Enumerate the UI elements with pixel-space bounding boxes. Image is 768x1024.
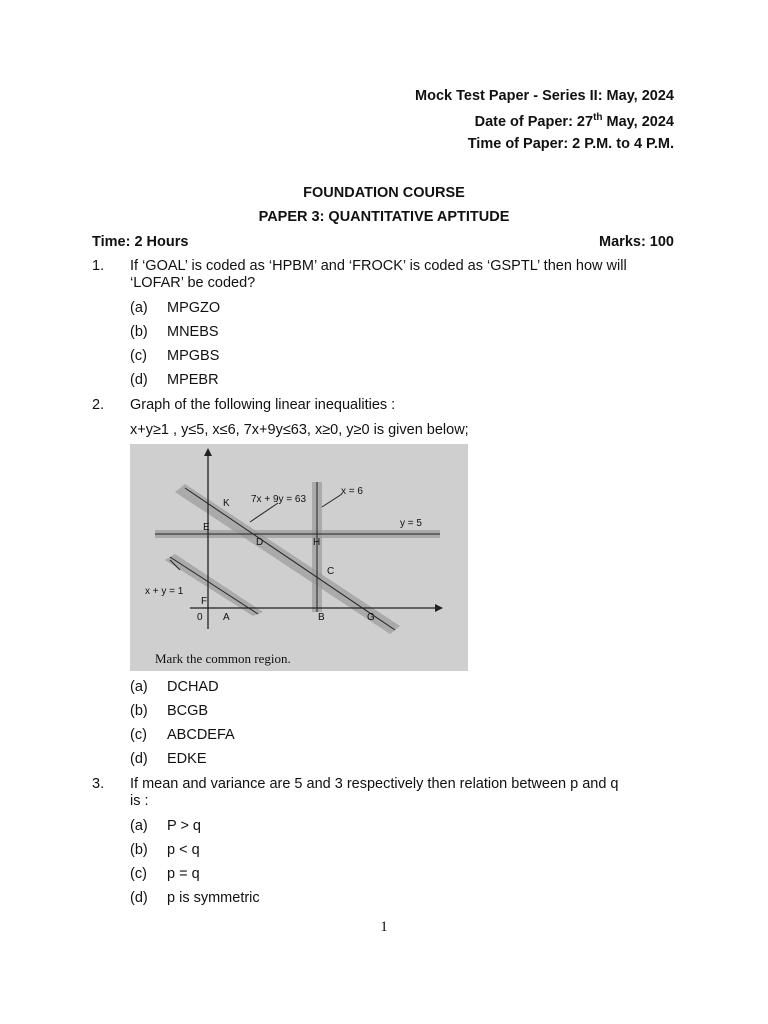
option-text: MNEBS — [167, 324, 219, 340]
question-number: 1. — [92, 258, 105, 274]
question-text: x+y≥1 , y≤5, x≤6, 7x+9y≤63, x≥0, y≥0 is given below; — [130, 422, 469, 438]
option-label: (b) — [130, 842, 148, 858]
option-text: p is symmetric — [167, 890, 260, 906]
option-label: (a) — [130, 818, 148, 834]
option-label: (b) — [130, 703, 148, 719]
line-label-x6: x = 6 — [341, 486, 363, 497]
option-text: P > q — [167, 818, 201, 834]
point-label-origin: 0 — [197, 612, 203, 623]
question-number: 3. — [92, 776, 105, 792]
option-label: (c) — [130, 866, 147, 882]
option-text: BCGB — [167, 703, 209, 719]
figure-caption: Mark the common region. — [155, 651, 291, 666]
header-time: Time of Paper: 2 P.M. to 4 P.M. — [467, 136, 674, 152]
point-label-g: G — [367, 612, 375, 623]
inequality-graph-figure — [130, 444, 468, 671]
point-label-a: A — [223, 612, 230, 623]
question-text: ‘LOFAR’ be coded? — [130, 275, 256, 291]
point-label-k: K — [223, 498, 230, 509]
question-text: If ‘GOAL’ is coded as ‘HPBM’ and ‘FROCK’ is coded as ‘GSPTL’ then how will — [130, 258, 627, 274]
header-series: Mock Test Paper - Series II: May, 2024 — [415, 88, 674, 104]
question-text: is : — [130, 793, 149, 809]
point-label-e: E — [203, 522, 210, 533]
point-label-h: H — [313, 537, 321, 548]
line-label-y5: y = 5 — [400, 518, 422, 529]
option-label: (c) — [130, 348, 147, 364]
option-label: (d) — [130, 372, 148, 388]
option-label: (a) — [130, 300, 148, 316]
total-marks: Marks: 100 — [599, 234, 674, 250]
option-text: MPEBR — [167, 372, 219, 388]
question-number: 2. — [92, 397, 105, 413]
option-text: DCHAD — [167, 679, 219, 695]
question-text: If mean and variance are 5 and 3 respectively then relation between p and q — [130, 776, 619, 792]
option-text: p < q — [167, 842, 200, 858]
course-title: FOUNDATION COURSE — [303, 185, 465, 201]
option-label: (b) — [130, 324, 148, 340]
point-label-b: B — [318, 612, 325, 623]
line-label-7x9y: 7x + 9y = 63 — [251, 494, 307, 505]
option-text: ABCDEFA — [167, 727, 235, 743]
paper-title: PAPER 3: QUANTITATIVE APTITUDE — [258, 209, 510, 225]
option-text: MPGBS — [167, 348, 220, 364]
option-text: p = q — [167, 866, 200, 882]
option-text: EDKE — [167, 751, 207, 767]
point-label-f: F — [201, 596, 208, 607]
line-label-xy1: x + y = 1 — [145, 586, 184, 597]
point-label-d: D — [256, 537, 264, 548]
option-label: (d) — [130, 751, 148, 767]
option-label: (a) — [130, 679, 148, 695]
option-text: MPGZO — [167, 300, 221, 316]
question-text: Graph of the following linear inequalities : — [130, 397, 396, 413]
option-label: (c) — [130, 727, 147, 743]
page-number: 1 — [380, 919, 388, 935]
figure-background — [130, 444, 468, 671]
option-label: (d) — [130, 890, 148, 906]
header-date: Date of Paper: 27th May, 2024 — [474, 112, 674, 130]
time-allowed: Time: 2 Hours — [92, 234, 189, 250]
point-label-c: C — [327, 566, 335, 577]
